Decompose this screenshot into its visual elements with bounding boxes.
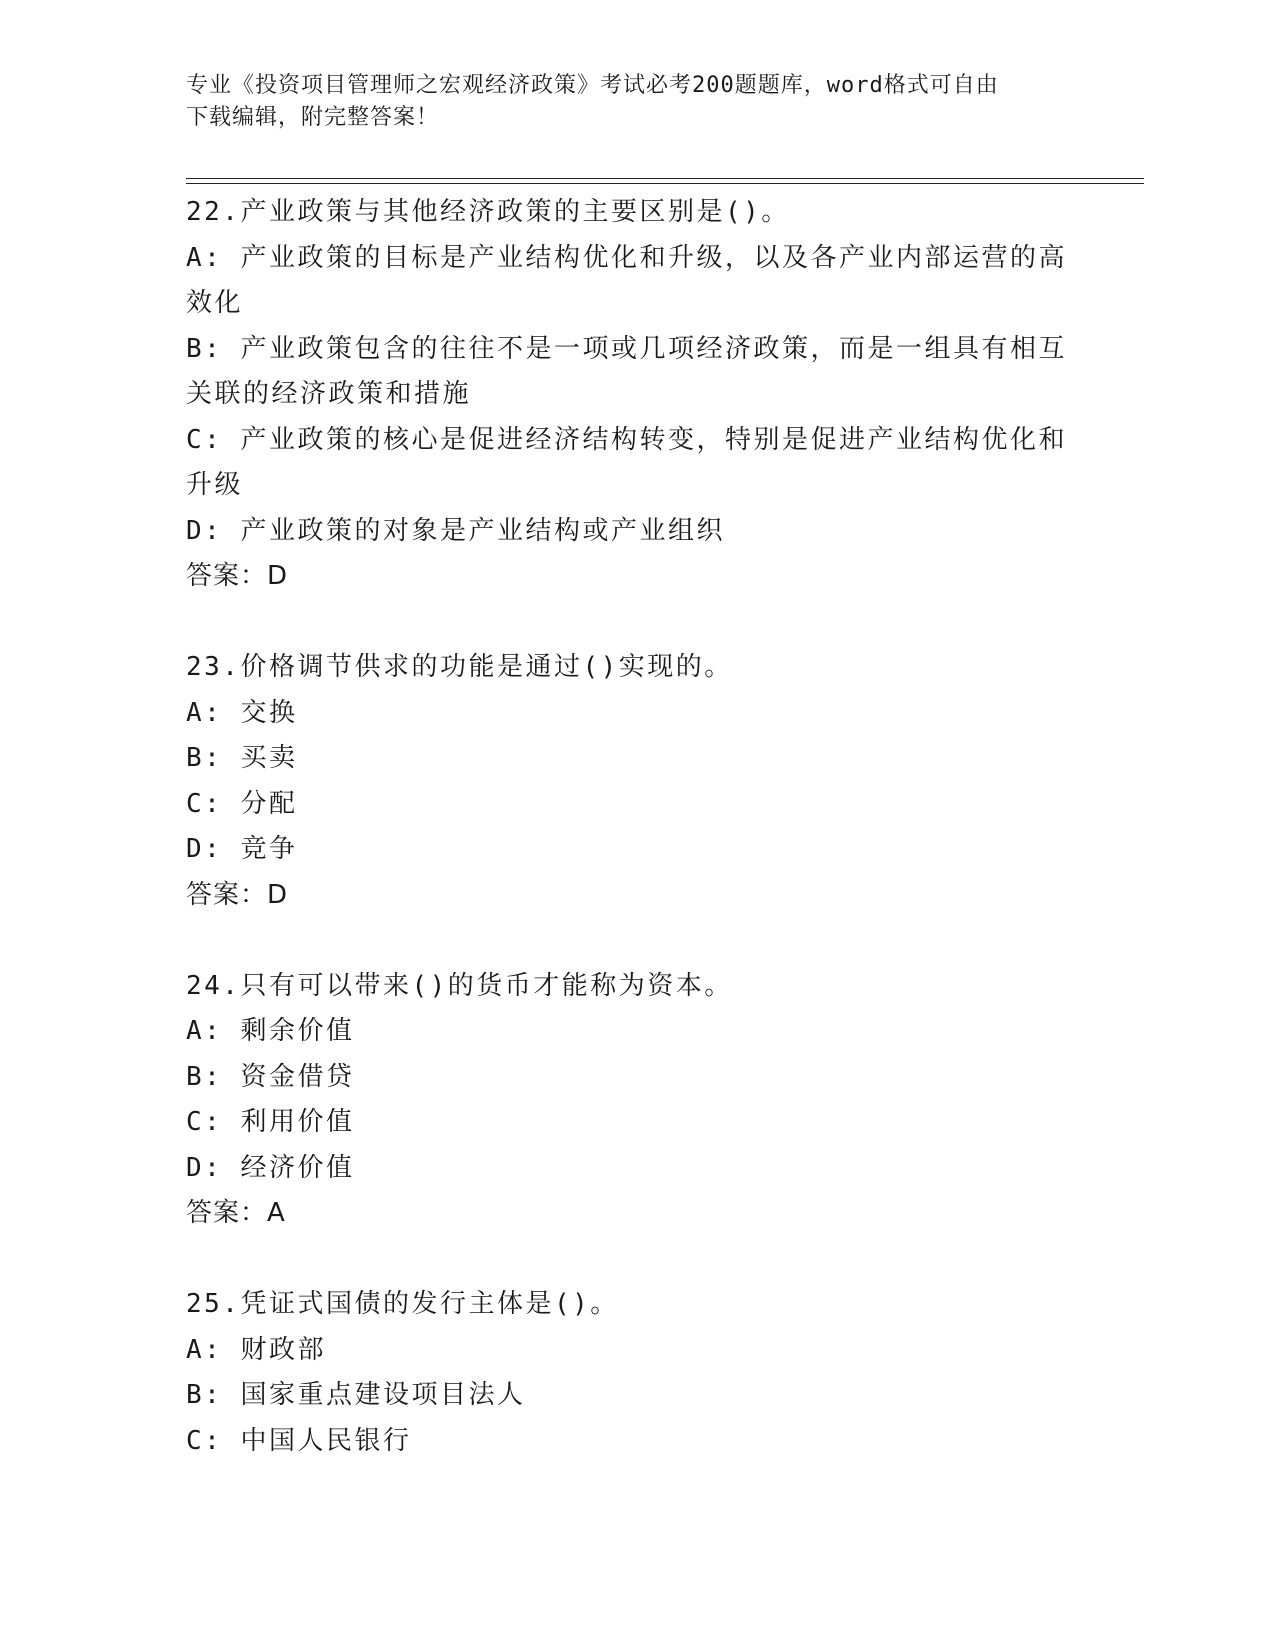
answer-option xyxy=(186,1373,1066,1419)
question-block xyxy=(186,645,1066,964)
header-divider-top xyxy=(186,178,1144,179)
header-line-2: 下载编辑，附完整答案！ xyxy=(186,105,440,130)
answer-option xyxy=(186,1100,1066,1146)
answer-option xyxy=(186,1009,1066,1055)
option-text-line: 效化 xyxy=(186,288,244,318)
header-line-1: 专业《投资项目管理师之宏观经济政策》考试必考200题题库，word格式可自由 xyxy=(186,73,999,98)
answer-option xyxy=(186,827,1066,873)
question-spacer xyxy=(186,1237,1066,1283)
answer-option xyxy=(186,1146,1066,1192)
question-stem: 23.价格调节供求的功能是通过()实现的。 xyxy=(186,652,733,682)
question-spacer xyxy=(186,918,1066,964)
option-text-line: A: 剩余价值 xyxy=(186,1016,355,1046)
answer-key: 答案：D xyxy=(186,879,289,910)
option-text-line: 关联的经济政策和措施 xyxy=(186,379,472,409)
question-stem: 25.凭证式国债的发行主体是()。 xyxy=(186,1289,619,1319)
question-block xyxy=(186,964,1066,1283)
option-text-line: B: 国家重点建设项目法人 xyxy=(186,1380,526,1410)
option-text-line: D: 产业政策的对象是产业结构或产业组织 xyxy=(186,515,725,546)
answer-option xyxy=(186,1055,1066,1101)
answer-option xyxy=(186,509,1066,555)
option-text-line: C: 利用价值 xyxy=(186,1107,355,1137)
question-stem: 22.产业政策与其他经济政策的主要区别是()。 xyxy=(186,197,790,227)
option-text-line: B: 资金借贷 xyxy=(186,1061,355,1092)
answer-option xyxy=(186,418,1066,509)
answer-option xyxy=(186,691,1066,737)
option-text-line: D: 竞争 xyxy=(186,834,298,864)
answer-key: 答案：D xyxy=(186,561,289,591)
option-text-line: B: 买卖 xyxy=(186,743,298,773)
answer-option xyxy=(186,236,1066,327)
option-text-line: A: 财政部 xyxy=(186,1334,326,1365)
option-text-line: D: 经济价值 xyxy=(186,1152,355,1183)
answer-option xyxy=(186,782,1066,828)
answer-key: 答案：A xyxy=(186,1198,286,1228)
answer-option xyxy=(186,1419,1066,1465)
question-block xyxy=(186,190,1066,645)
question-block xyxy=(186,1282,1066,1464)
option-text-line: C: 分配 xyxy=(186,788,298,819)
question-list xyxy=(186,190,1066,1464)
option-text-line: C: 产业政策的核心是促进经济结构转变，特别是促进产业结构优化和 xyxy=(186,424,1067,455)
question-spacer xyxy=(186,600,1066,646)
header-divider-bottom xyxy=(186,183,1144,184)
answer-option xyxy=(186,327,1066,418)
option-text-line: 升级 xyxy=(186,470,244,500)
option-text-line: A: 交换 xyxy=(186,697,298,728)
question-stem: 24.只有可以带来()的货币才能称为资本。 xyxy=(186,970,733,1001)
option-text-line: A: 产业政策的目标是产业结构优化和升级，以及各产业内部运营的高 xyxy=(186,242,1067,273)
document-header xyxy=(186,70,1086,134)
option-text-line: C: 中国人民银行 xyxy=(186,1425,412,1456)
option-text-line: B: 产业政策包含的往往不是一项或几项经济政策，而是一组具有相互 xyxy=(186,333,1067,364)
answer-option xyxy=(186,1328,1066,1374)
answer-option xyxy=(186,736,1066,782)
